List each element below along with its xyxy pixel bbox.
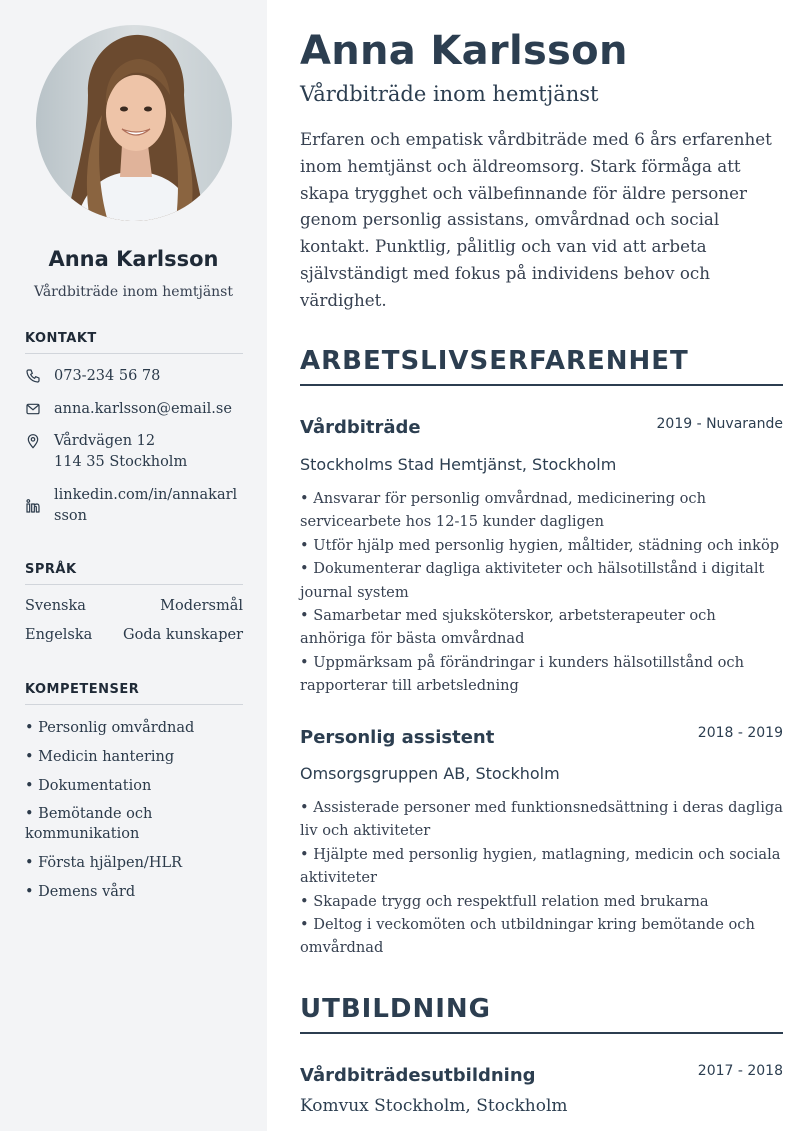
job-bullet: • Samarbetar med sjuksköterskor, arbetsterapeuter och anhöriga för bästa omvårdnad (300, 607, 716, 648)
main-name: Anna Karlsson (300, 28, 628, 74)
sidebar-role: Vårdbiträde inom hemtjänst (34, 284, 233, 300)
sidebar-name: Anna Karlsson (48, 247, 219, 271)
job-title: Personlig assistent (300, 727, 495, 748)
location-icon (25, 433, 41, 449)
job-organization: Omsorgsgruppen AB, Stockholm (300, 764, 560, 783)
experience-heading: ARBETSLIVSERFARENHET (300, 346, 783, 386)
job-dates: 2018 - 2019 (697, 725, 783, 741)
job-bullet: • Skapade trygg och respektfull relation med brukarna (300, 892, 709, 910)
job-organization: Stockholms Stad Hemtjänst, Stockholm (300, 455, 617, 474)
language-name: Engelska (25, 627, 93, 643)
profile-photo (36, 25, 232, 221)
address-line2: 114 35 Stockholm (54, 454, 188, 470)
contact-heading: KONTAKT (25, 331, 243, 354)
skills-heading: KOMPETENSER (25, 682, 243, 705)
email-text: anna.karlsson@email.se (54, 401, 232, 417)
address-line1: Vårdvägen 12 (54, 433, 156, 449)
skill-item: • Dokumentation (25, 778, 152, 794)
phone-text: 073-234 56 78 (54, 368, 161, 384)
skill-item: • Personlig omvårdnad (25, 720, 195, 736)
language-level: Modersmål (160, 598, 243, 614)
profile-summary: Erfaren och empatisk vårdbiträde med 6 års erfarenhet inom hemtjänst och äldreomsorg. Stark förmåga att skapa trygghet och välbefinnande för äldre personer genom personlig assistans, omvårdnad och social kontakt. Punktlig, pålitlig och van vid att arbeta självständigt med fokus på individens behov och värdighet. (300, 129, 772, 310)
job-bullets (300, 487, 785, 698)
job-dates: 2019 - Nuvarande (656, 416, 783, 432)
linkedin-icon (25, 498, 41, 514)
language-row (25, 627, 243, 643)
job-bullet: • Deltog i veckomöten och utbildningar kring bemötande och omvårdnad (300, 916, 755, 957)
job-bullet: • Dokumenterar dagliga aktiviteter och hälsotillstånd i digitalt journal system (300, 560, 765, 601)
language-name: Svenska (25, 598, 86, 614)
linkedin-text: linkedin.com/in/annakarlsson (54, 487, 238, 524)
job-bullet: • Utför hjälp med personlig hygien, måltider, städning och inköp (300, 536, 780, 554)
skill-item: • Första hjälpen/HLR (25, 855, 183, 871)
email-icon (25, 401, 41, 417)
languages-heading: SPRÅK (25, 562, 243, 585)
language-level: Goda kunskaper (123, 627, 243, 643)
job-bullet: • Hjälpte med personlig hygien, matlagning, medicin och sociala aktiviteter (300, 845, 781, 887)
skill-item: • Bemötande och kommunikation (25, 806, 153, 842)
main-title: Vårdbiträde inom hemtjänst (300, 82, 599, 106)
job-bullet: • Ansvarar för personlig omvårdnad, medicinering och servicearbete hos 12-15 kunder dagligen (300, 490, 707, 531)
education-dates: 2017 - 2018 (697, 1063, 783, 1079)
skill-item: • Medicin hantering (25, 749, 175, 765)
skill-item: • Demens vård (25, 884, 136, 900)
education-heading: UTBILDNING (300, 994, 783, 1034)
job-bullets (300, 796, 785, 960)
education-title: Vårdbiträdesutbildning (300, 1065, 536, 1086)
job-title: Vårdbiträde (300, 417, 421, 438)
job-bullet: • Uppmärksam på förändringar i kunders hälsotillstånd och rapporterar till arbetsledning (300, 653, 744, 695)
phone-icon (25, 368, 41, 384)
job-bullet: • Assisterade personer med funktionsnedsättning i deras dagliga liv och aktiviteter (300, 799, 783, 840)
sidebar (0, 0, 267, 1131)
language-row (25, 598, 243, 614)
education-school: Komvux Stockholm, Stockholm (300, 1096, 568, 1116)
